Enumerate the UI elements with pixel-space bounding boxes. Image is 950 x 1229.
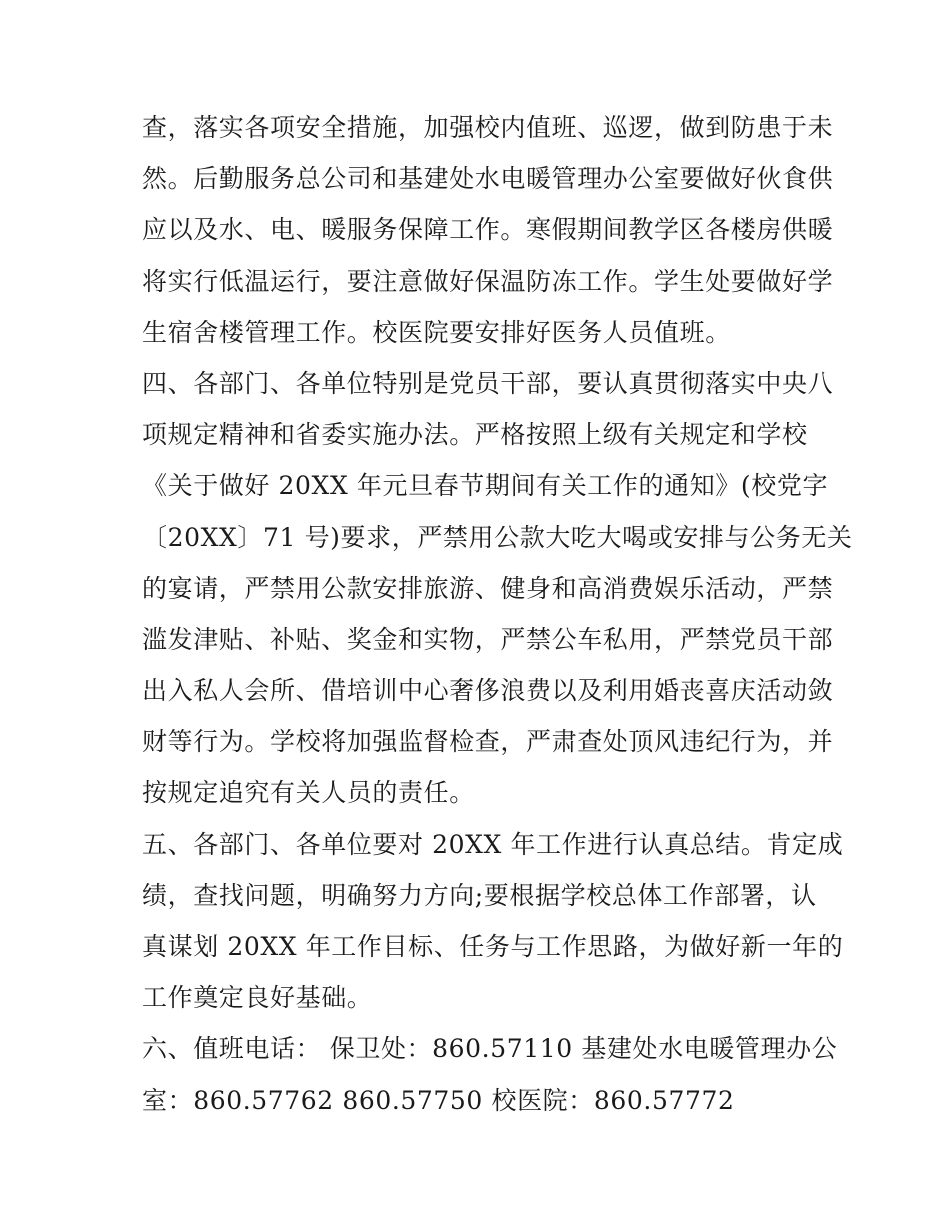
text-line: 的宴请，严禁用公款安排旅游、健身和高消费娱乐活动，严禁 <box>142 573 834 603</box>
text-line: 将实行低温运行，要注意做好保温防冻工作。学生处要做好学 <box>142 266 834 296</box>
section-four-line: 四、各部门、各单位特别是党员干部，要认真贯彻落实中央八 <box>142 368 834 398</box>
text-line: 然。后勤服务总公司和基建处水电暖管理办公室要做好伙食供 <box>142 164 834 194</box>
text-line: 真谋划 20XX 年工作目标、任务与工作思路，为做好新一年的 <box>142 932 844 961</box>
text-line: 财等行为。学校将加强监督检查，严肃查处顶风违纪行为，并 <box>142 727 834 757</box>
section-six-duty-phones-line: 六、值班电话： 保卫处：860.57110 基建处水电暖管理办公 <box>142 1034 838 1064</box>
text-line: 绩，查找问题，明确努力方向;要根据学校总体工作部署，认 <box>142 880 817 910</box>
text-line: 查，落实各项安全措施，加强校内值班、巡逻，做到防患于未 <box>142 113 834 142</box>
duty-phones-line: 室：860.57762 860.57750 校医院：860.57772 <box>142 1085 735 1115</box>
text-line: 项规定精神和省委实施办法。严格按照上级有关规定和学校 <box>142 420 808 450</box>
text-line: 生宿舍楼管理工作。校医院要安排好医务人员值班。 <box>142 317 731 347</box>
text-line: 〔20XX〕71 号)要求，严禁用公款大吃大喝或安排与公务无关 <box>142 522 853 552</box>
text-line: 出入私人会所、借培训中心奢侈浪费以及利用婚丧喜庆活动敛 <box>142 676 834 706</box>
text-line: 《关于做好 20XX 年元旦春节期间有关工作的通知》(校党字 <box>142 471 829 501</box>
text-line: 应以及水、电、暖服务保障工作。寒假期间教学区各楼房供暖 <box>142 215 834 245</box>
document-body <box>142 102 853 1126</box>
text-line: 滥发津贴、补贴、奖金和实物，严禁公车私用，严禁党员干部 <box>142 624 834 654</box>
section-five-line: 五、各部门、各单位要对 20XX 年工作进行认真总结。肯定成 <box>142 829 844 859</box>
text-line: 工作奠定良好基础。 <box>142 983 373 1013</box>
text-line: 按规定追究有关人员的责任。 <box>142 778 475 808</box>
